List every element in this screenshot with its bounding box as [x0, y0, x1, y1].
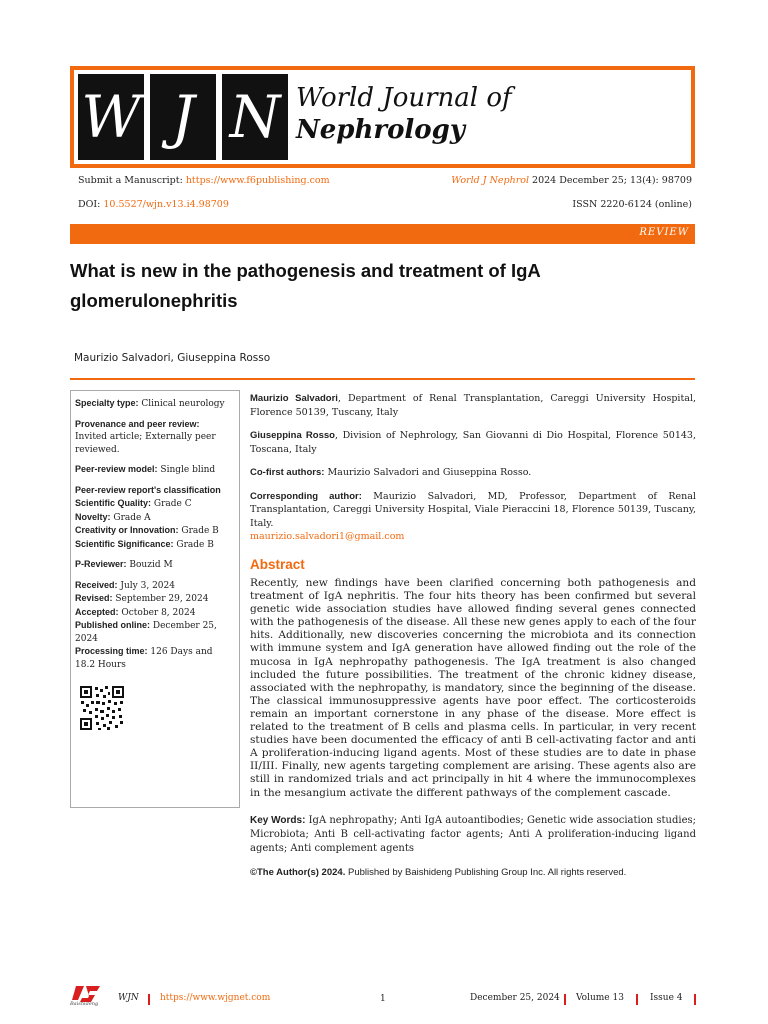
submit-link[interactable]: https://www.f6publishing.com [185, 175, 330, 186]
submit-label: Submit a Manuscript: [78, 175, 186, 186]
revised-date: Revised: September 29, 2024 [75, 593, 209, 604]
received-date: Received: July 3, 2024 [75, 579, 175, 591]
footer-volume: Volume 13 [576, 993, 624, 1003]
scientific-significance: Scientific Significance: Grade B [75, 538, 214, 550]
footer-journal-abbr: WJN [118, 993, 139, 1003]
article-info-sidebar [70, 390, 240, 808]
abstract-body: Recently, new findings have been clarified concerning both pathogenesis and treatment of IgA nephritis. The four hits theory has been confirmed but several genetic wide association studies have allowed finding several genes connected with the pathogenesis of the disease. All these new genes apply to each of the four hits. Additionally, new discoveries concerning the microbiota and its connection with immune system and IgA generation have allowed finding out the role of the mucosa in IgA nephropathy pathogenesis. The IgA treatment is also changed included the future possibilities. The treatment of the chronic kidney disease, associated with the nephropathy, is mandatory, since the beginning of the disease. The classical immunosuppressive agents have poor effect. The corticosteroids remain an important cornerstone in any phase of the disease. More effect is related to the treatment of B cells and plasma cells. In particular, in very recent studies have been documented the efficacy of anti B cell-activating factor and anti A proliferation-inducing ligand agents. Most of these studies are to date in phase II/III. Finally, new agents targeting complement are arising. These agents also are still in randomized trials and act principally in hit 4 where the immunocomplexes in the mesangium activate the different pathways of the complement cascade. [250, 577, 696, 799]
citation-journal: World J Nephrol [451, 175, 530, 186]
divider-rule [70, 378, 695, 380]
footer-separator [636, 994, 638, 1005]
page-footer [70, 990, 700, 1010]
article-type-bar [70, 224, 695, 244]
peer-review-model: Peer-review model: Single blind [75, 464, 216, 475]
footer-date: December 25, 2024 [470, 993, 560, 1003]
accepted-date: Accepted: October 8, 2024 [75, 606, 196, 618]
provenance: Provenance and peer review: Invited article; Externally peer reviewed. [75, 418, 216, 455]
article-title-line2: glomerulonephritis [70, 290, 238, 311]
author-list: Maurizio Salvadori, Giuseppina Rosso [74, 352, 271, 364]
novelty: Novelty: Grade A [75, 511, 151, 523]
page-number: 1 [380, 994, 386, 1004]
journal-name-line1: World Journal of [296, 83, 512, 113]
corresponding-email-link[interactable]: maurizio.salvadori1@gmail.com [250, 531, 405, 542]
scientific-quality: Scientific Quality: Grade C [75, 498, 192, 509]
review-classification-heading: Peer-review report's classification [75, 484, 221, 495]
affiliation-1: Maurizio Salvadori, Department of Renal Transplantation, Careggi University Hospital, Florence 50139, Tuscany, Italy [250, 393, 696, 418]
p-reviewer: P-Reviewer: Bouzid M [75, 559, 173, 570]
affiliation-2: Giuseppina Rosso, Division of Nephrology, San Giovanni di Dio Hospital, Florence 50143, Toscana, Italy [250, 430, 696, 455]
footer-separator [564, 994, 566, 1005]
citation-line [451, 175, 692, 187]
doi-link[interactable]: 10.5527/wjn.v13.i4.98709 [103, 199, 229, 210]
article-type-label: REVIEW [639, 227, 689, 238]
corresponding-author: Corresponding author: Maurizio Salvadori, MD, Professor, Department of Renal Transplantation, Careggi University Hospital, Viale Pieraccini 18, Florence 50139, Tuscany, Italy. maurizio.salvadori1@gmail.com [250, 490, 696, 542]
journal-banner [70, 66, 695, 168]
specialty-type: Specialty type: Clinical neurology [75, 398, 225, 409]
copyright-notice: ©The Author(s) 2024. Published by Baishideng Publishing Group Inc. All rights reserved. [250, 866, 627, 878]
key-words: Key Words: IgA nephropathy; Anti IgA autoantibodies; Genetic wide association studies; Microbiota; Anti B cell-activating factor agents; Anti A proliferation-inducing ligand agents; Anti complement agents [250, 814, 696, 854]
article-title [70, 256, 690, 316]
published-date: Published online: December 25, 2024 [75, 620, 217, 644]
logo-letter-w: W [78, 74, 144, 160]
journal-name-line2: Nephrology [296, 115, 465, 145]
creativity: Creativity or Innovation: Grade B [75, 525, 219, 536]
footer-separator [694, 994, 696, 1005]
processing-time: Processing time: 126 Days and 18.2 Hours [75, 646, 213, 670]
abstract-heading: Abstract [250, 556, 305, 572]
article-title-line1: What is new in the pathogenesis and treatment of IgA [70, 260, 541, 281]
qr-code-icon[interactable] [79, 685, 125, 731]
footer-separator [148, 994, 150, 1005]
issn: ISSN 2220-6124 (online) [572, 199, 692, 210]
article-main-column [250, 392, 696, 879]
footer-issue: Issue 4 [650, 993, 683, 1003]
footer-url-link[interactable]: https://www.wjgnet.com [160, 993, 271, 1003]
logo-letter-n: N [222, 74, 288, 160]
publisher-logo-icon [70, 984, 106, 1010]
submit-line [78, 175, 330, 187]
co-first-authors: Co-first authors: Maurizio Salvadori and Giuseppina Rosso. [250, 467, 532, 478]
publisher-logo-text: Baishideng [70, 1001, 99, 1007]
logo-letter-j: J [150, 74, 216, 160]
doi-line [78, 199, 229, 211]
journal-name [296, 82, 512, 146]
doi-label: DOI: [78, 199, 104, 210]
citation-details: 2024 December 25; 13(4): 98709 [529, 175, 692, 186]
